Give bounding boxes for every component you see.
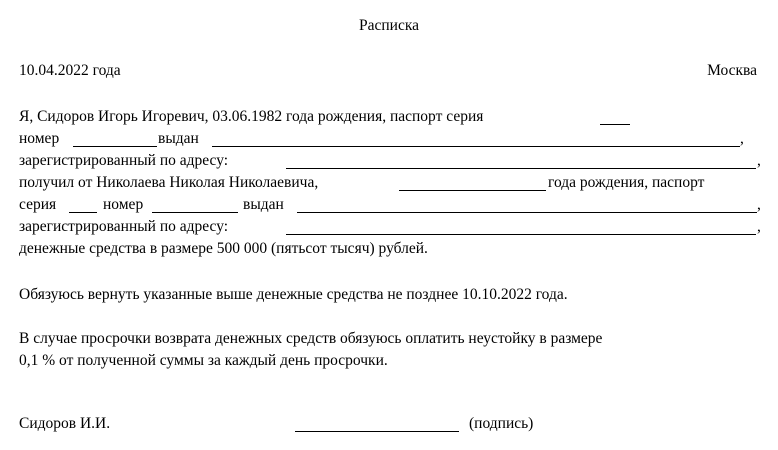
- body-line-4-tail: года рождения, паспорт: [548, 174, 705, 191]
- address-blank-1: [286, 153, 756, 169]
- body-line-5-comma: ,: [757, 196, 761, 213]
- body-line-2-number: номер: [19, 130, 60, 147]
- passport-number-blank-2: [152, 197, 238, 213]
- body-line-2-comma: ,: [740, 130, 744, 147]
- penalty-line-1: В случае просрочки возврата денежных средств обязуюсь оплатить неустойку в размере: [19, 330, 603, 347]
- signatory-name: Сидоров И.И.: [19, 415, 111, 432]
- passport-series-blank-1: [600, 109, 630, 125]
- repayment-obligation: Обязуюсь вернуть указанные выше денежные средства не позднее 10.10.2022 года.: [19, 286, 568, 303]
- body-line-2-issued: выдан: [158, 130, 199, 147]
- passport-issued-blank-2: [297, 197, 757, 213]
- body-line-3: зарегистрированный по адресу:: [19, 152, 229, 169]
- body-line-5-series: серия: [19, 196, 57, 213]
- document-title: Расписка: [358, 17, 420, 34]
- address-blank-2: [286, 219, 756, 235]
- body-line-6: зарегистрированный по адресу:: [19, 218, 229, 235]
- passport-series-blank-2: [69, 197, 97, 213]
- body-line-4-lender: получил от Николаева Николая Николаевича,: [19, 174, 319, 191]
- body-line-5-number: номер: [103, 196, 144, 213]
- passport-issued-blank-1: [212, 131, 740, 147]
- passport-number-blank-1: [73, 131, 157, 147]
- signature-line: [295, 416, 459, 432]
- document-date: 10.04.2022 года: [19, 62, 121, 79]
- body-line-5-issued: выдан: [243, 196, 284, 213]
- birthdate-blank: [399, 175, 546, 191]
- body-line-6-comma: ,: [757, 218, 761, 235]
- body-line-1: Я, Сидоров Игорь Игоревич, 03.06.1982 года рождения, паспорт серия: [19, 108, 484, 125]
- body-line-3-comma: ,: [757, 152, 761, 169]
- signature-caption: (подпись): [469, 415, 534, 432]
- document-city: Москва: [707, 62, 757, 79]
- penalty-line-2: 0,1 % от полученной суммы за каждый день просрочки.: [19, 352, 388, 369]
- body-line-7: денежные средства в размере 500 000 (пятьсот тысяч) рублей.: [19, 240, 428, 257]
